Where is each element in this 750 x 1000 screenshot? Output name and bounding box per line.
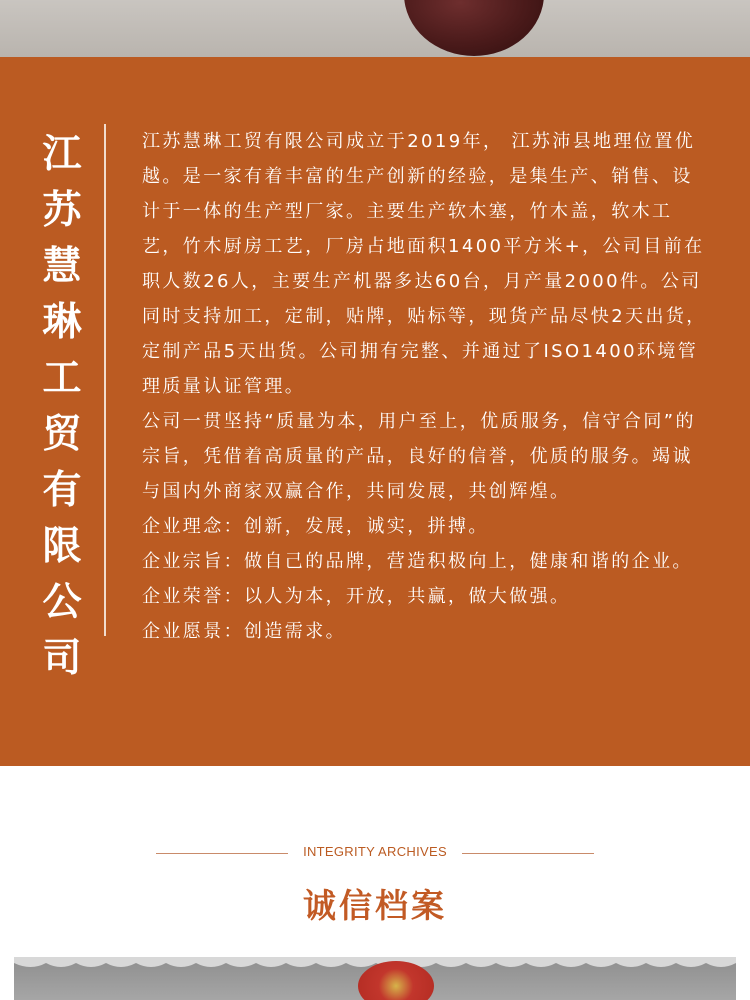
header-rule-right: [462, 853, 594, 854]
company-name-vertical: 江苏慧琳工贸有限公司: [42, 131, 82, 681]
archives-photo: [14, 957, 736, 1000]
top-photo-chair: [0, 0, 750, 57]
archives-section-header: [0, 840, 750, 870]
intro-paragraph: 企业愿景：创造需求。: [142, 621, 346, 642]
archives-title-cn: 诚信档案: [303, 886, 447, 925]
company-intro-text: [142, 124, 707, 649]
intro-paragraph: 江苏慧琳工贸有限公司成立于2019年， 江苏沛县地理位置优越。是一家有着丰富的生产创新的经验，是集生产、销售、设计于一体的生产型厂家。主要生产软木塞，竹木盖，软木工艺，竹木厨房工艺，厂房占地面积1400平方米+，公司目前在职人数26人，主要生产机器多达60台，月产量2000件。公司同时支持加工，定制，贴牌，贴标等，现货产品尽快2天出货，定制产品5天出货。公司拥有完整、并通过了ISO1400环境管理质量认证管理。: [142, 131, 707, 397]
intro-paragraph: 企业理念：创新，发展，诚实，拼搏。: [142, 516, 489, 537]
header-rule-left: [156, 853, 288, 854]
archives-title-en: INTEGRITY ARCHIVES: [303, 844, 447, 859]
intro-paragraph: 企业荣誉：以人为本，开放，共赢，做大做强。: [142, 586, 571, 607]
intro-paragraph: 公司一贯坚持“质量为本，用户至上，优质服务，信守合同”的宗旨，凭借着高质量的产品，良好的信誉，优质的服务。竭诚与国内外商家双赢合作，共同发展，共创辉煌。: [142, 411, 696, 502]
leather-chair-image: [404, 0, 544, 56]
intro-paragraph: 企业宗旨：做自己的品牌，营造积极向上，健康和谐的企业。: [142, 551, 693, 572]
title-divider: [104, 124, 106, 636]
